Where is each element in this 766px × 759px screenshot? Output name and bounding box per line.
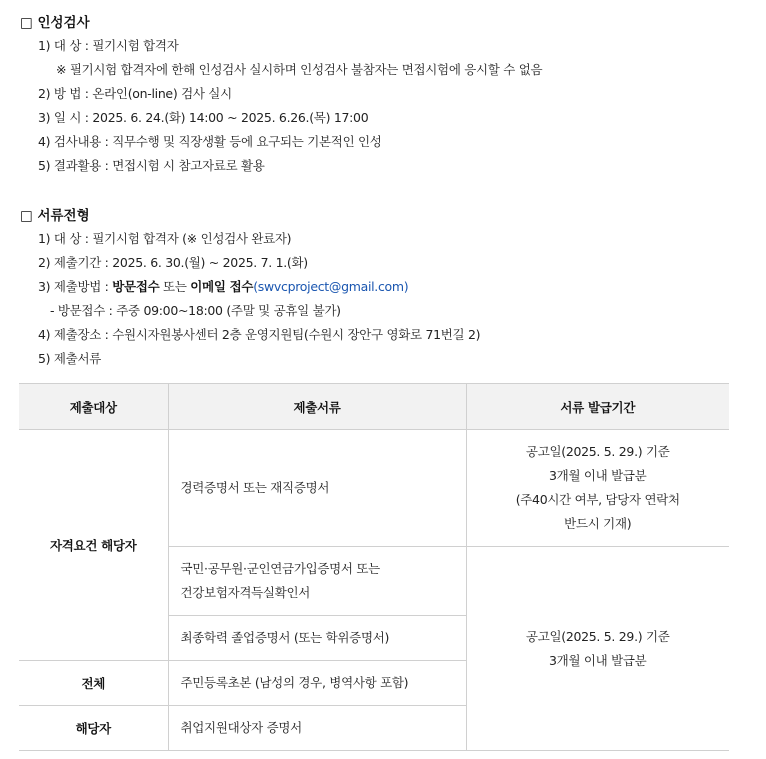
doc-education: 최종학력 졸업증명서 (또는 학위증명서) bbox=[168, 616, 466, 661]
doc-career: 경력증명서 또는 재직증명서 bbox=[168, 430, 466, 547]
personality-method: 2) 방 법 : 온라인(on-line) 검사 실시 bbox=[38, 86, 232, 101]
table-row bbox=[19, 430, 729, 547]
section-heading-document-screening: □ 서류전형 bbox=[20, 208, 90, 224]
doc-employment: 취업지원대상자 증명서 bbox=[168, 706, 466, 751]
period1-line: (주40시간 여부, 담당자 연락처 bbox=[515, 492, 680, 507]
personality-schedule: 3) 일 시 : 2025. 6. 24.(화) 14:00 ~ 2025. 6.26.(목) 17:00 bbox=[38, 110, 369, 125]
header-target: 제출대상 bbox=[19, 384, 168, 430]
table-header-row bbox=[19, 384, 729, 430]
period2-line: 공고일(2025. 5. 29.) 기준 bbox=[525, 628, 670, 644]
documents-table bbox=[19, 383, 729, 751]
section-heading-personality-test: □ 인성검사 bbox=[20, 15, 90, 31]
doc-pension-line2: 건강보험자격득실확인서 bbox=[180, 585, 311, 600]
personality-note: ※ 필기시험 합격자에 한해 인성검사 실시하며 인성검사 불참자는 면접시험에 응시할 수 없음 bbox=[56, 62, 543, 77]
screening-documents: 5) 제출서류 bbox=[38, 351, 102, 366]
screening-method-prefix: 3) 제출방법 : bbox=[38, 279, 113, 294]
doc-resident: 주민등록초본 (남성의 경우, 병역사항 포함) bbox=[168, 661, 466, 706]
screening-method-visit: 방문접수 bbox=[112, 279, 160, 294]
personality-target: 1) 대 상 : 필기시험 합격자 bbox=[38, 38, 179, 53]
header-documents: 제출서류 bbox=[168, 384, 466, 430]
screening-method-or: 또는 bbox=[159, 279, 191, 294]
doc-pension-line1: 국민·공무원·군인연금가입증명서 또는 bbox=[180, 561, 380, 576]
screening-method bbox=[38, 277, 408, 295]
screening-visit-hours: - 방문접수 : 주중 09:00~18:00 (주말 및 공휴일 불가) bbox=[50, 303, 341, 318]
screening-period: 2) 제출기간 : 2025. 6. 30.(월) ~ 2025. 7. 1.(화) bbox=[38, 255, 308, 270]
period1-line: 공고일(2025. 5. 29.) 기준 bbox=[525, 444, 670, 459]
screening-target: 1) 대 상 : 필기시험 합격자 (※ 인성검사 완료자) bbox=[38, 231, 292, 246]
period-career bbox=[466, 430, 729, 547]
doc-pension bbox=[168, 547, 466, 616]
period1-line: 3개월 이내 발급분 bbox=[549, 468, 647, 483]
period1-line: 반드시 기재) bbox=[564, 516, 632, 531]
screening-method-email: 이메일 접수 bbox=[190, 279, 254, 294]
personality-content: 4) 검사내용 : 직무수행 및 직장생활 등에 요구되는 기본적인 인성 bbox=[38, 134, 382, 149]
screening-location: 4) 제출장소 : 수원시자원봉사센터 2층 운영지원팀(수원시 장안구 영화로 71번길 2) bbox=[38, 327, 481, 342]
personality-usage: 5) 결과활용 : 면접시험 시 참고자료로 활용 bbox=[38, 158, 265, 173]
period-common bbox=[466, 547, 729, 751]
target-qualified: 자격요건 해당자 bbox=[19, 430, 168, 661]
period2-line: 3개월 이내 발급분 bbox=[549, 652, 647, 668]
screening-email-address: (swvcproject@gmail.com) bbox=[253, 279, 409, 294]
header-issue-period: 서류 발급기간 bbox=[466, 384, 729, 430]
target-applicable: 해당자 bbox=[19, 706, 168, 751]
target-all: 전체 bbox=[19, 661, 168, 706]
